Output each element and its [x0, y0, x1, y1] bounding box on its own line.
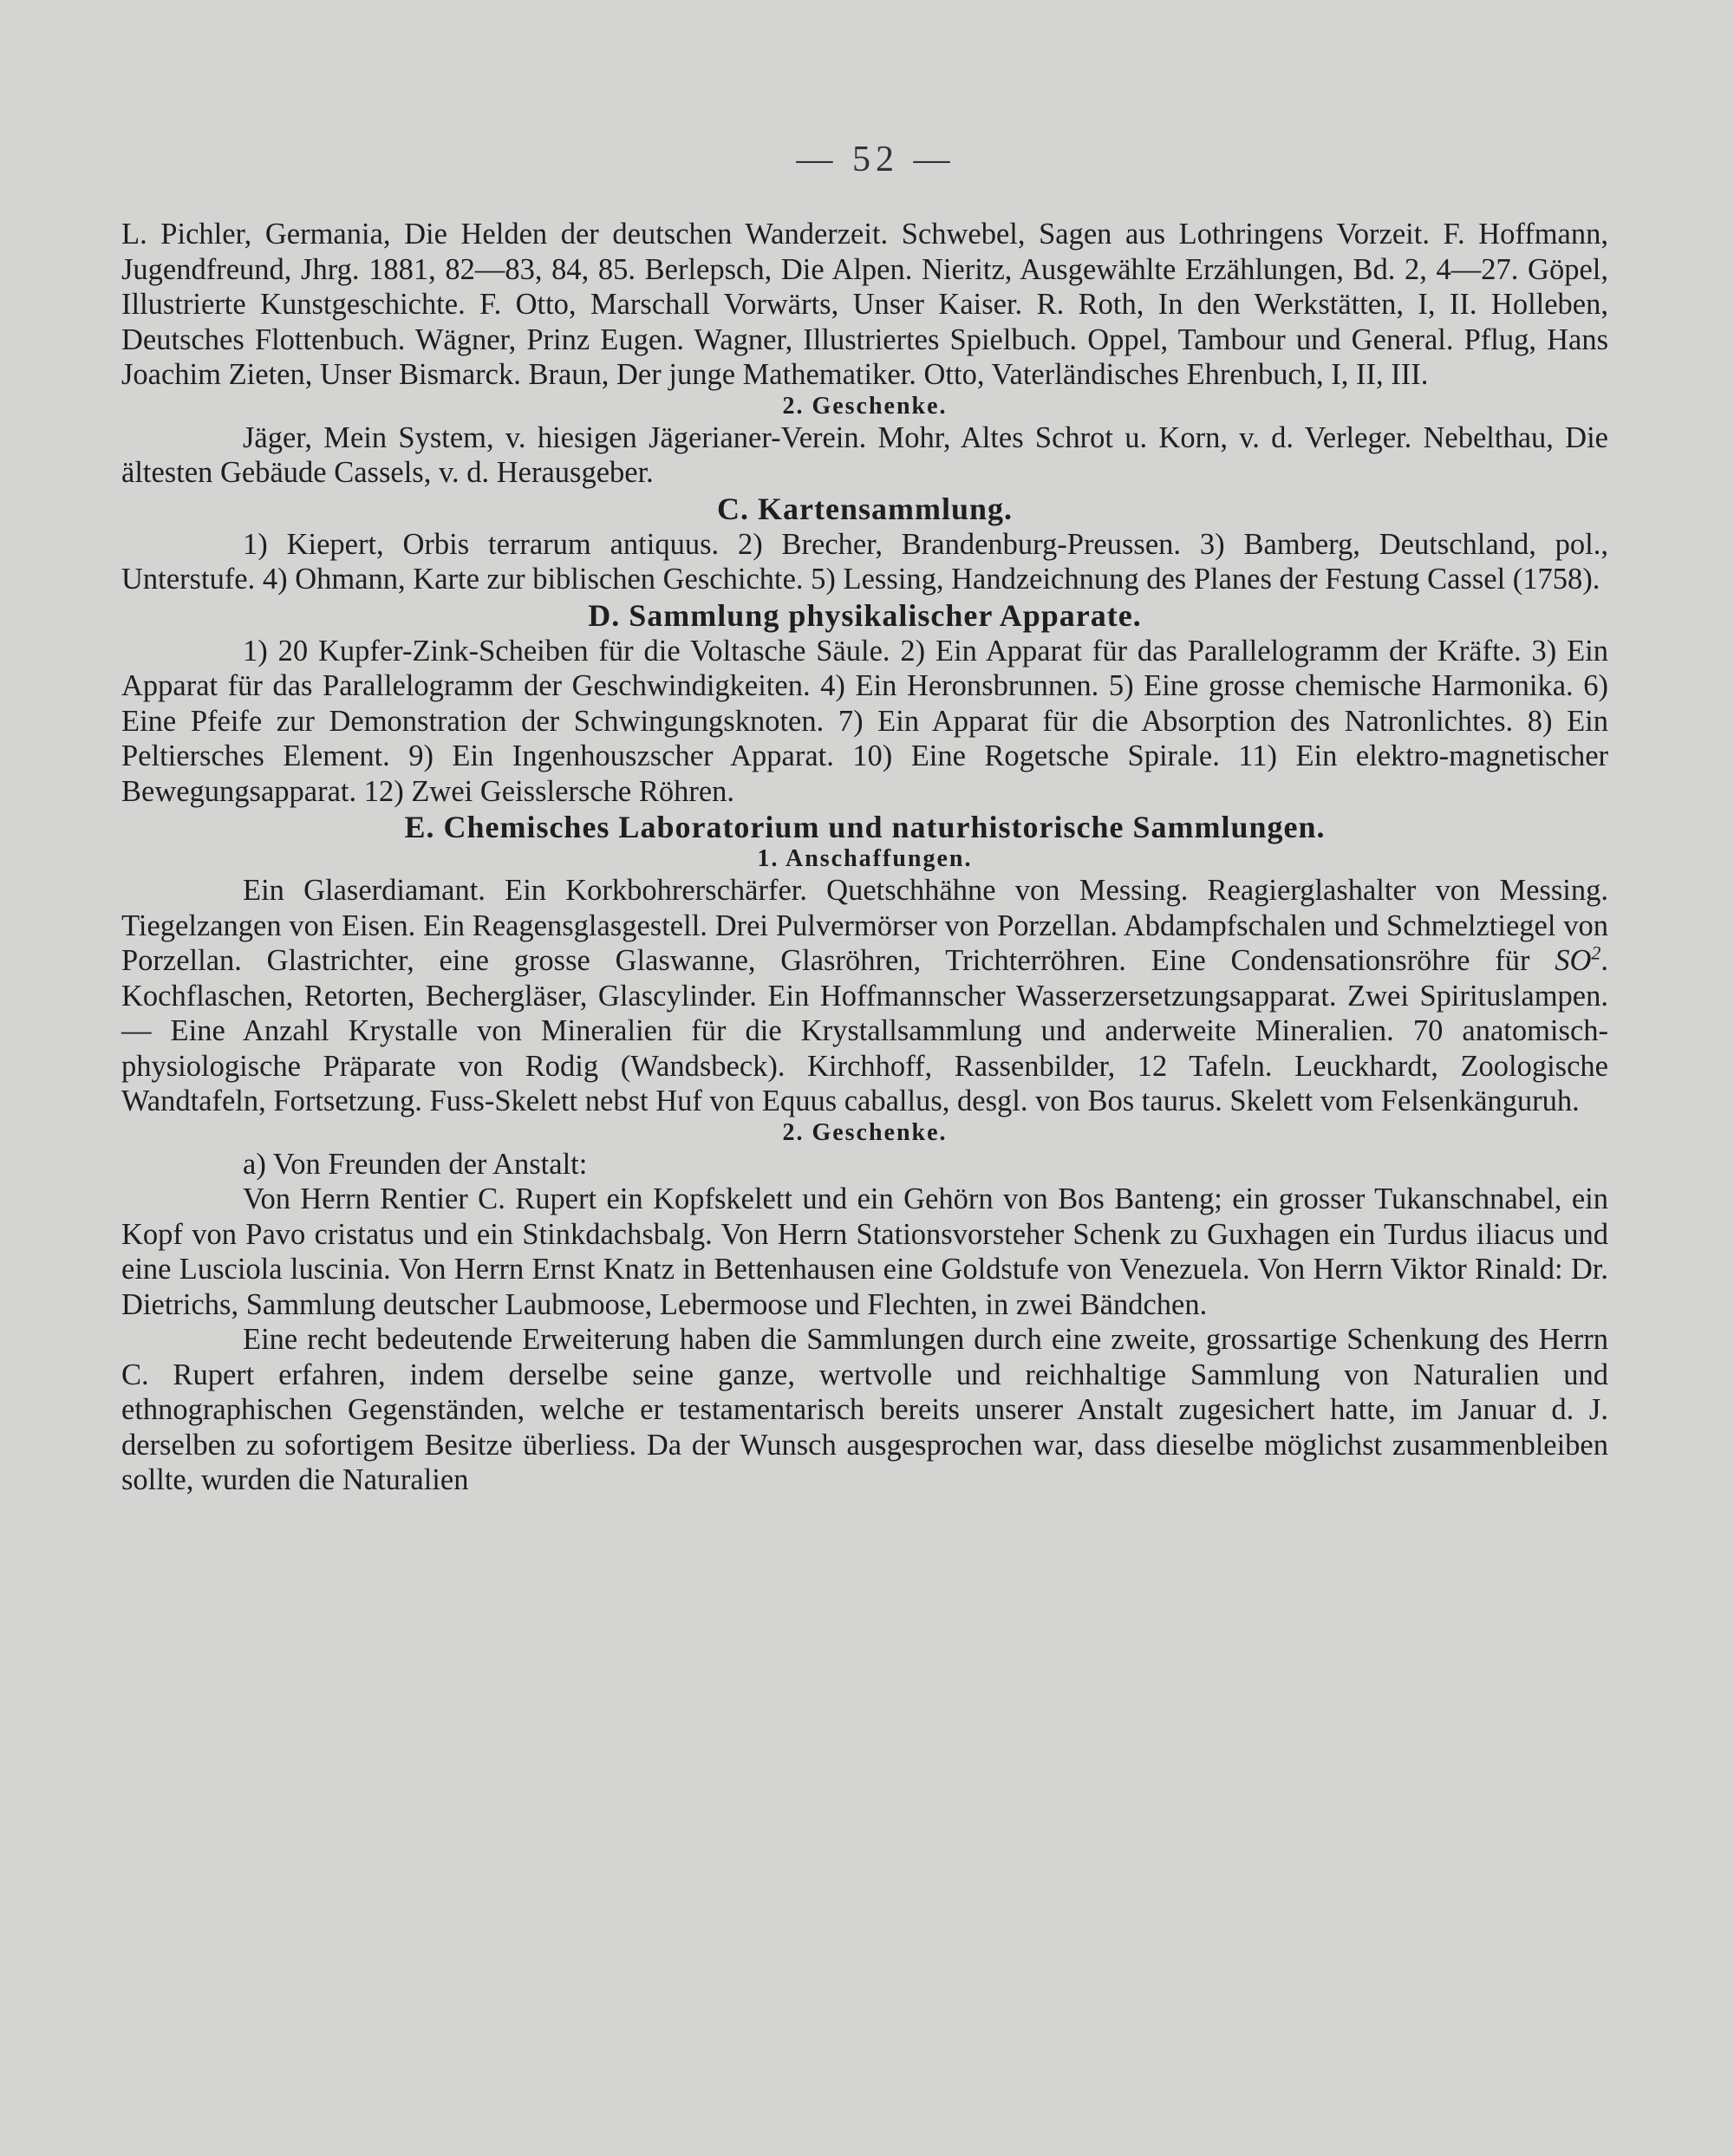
chemical-formula [1555, 941, 1601, 977]
page-body [121, 217, 1608, 1498]
section-e-gifts-heading: 2. Geschenke. [782, 1118, 948, 1146]
section-e-heading: E. Chemisches Laboratorium und naturhistorische Sammlungen. [404, 810, 1326, 844]
gifts-paragraph: Jäger, Mein System, v. hiesigen Jägerianer-Verein. Mohr, Altes Schrot u. Korn, v. d. Verleger. Nebelthau, Die ältesten Gebäude Cassels, v. d. Herausgeber. [121, 420, 1608, 489]
gifts-heading: 2. Geschenke. [782, 392, 948, 420]
physics-apparatus-paragraph: 1) 20 Kupfer-Zink-Scheiben für die Voltasche Säule. 2) Ein Apparat für das Parallelogramm der Kräfte. 3) Ein Apparat für das Parallelogramm der Geschwindigkeiten. 4) Ein Heronsbrunnen. 5) Eine grosse chemische Harmonika. 6) Eine Pfeife zur Demonstration der Schwingungsknoten. 7) Ein Apparat für die Absorption des Natronlichtes. 8) Ein Peltiersches Element. 9) Ein Ingenhouszscher Apparat. 10) Eine Rogetsche Spirale. 11) Ein elektro-magnetischer Bewegungsapparat. 12) Zwei Geisslersche Röhren. [121, 634, 1608, 808]
section-d-heading: D. Sammlung physikalischer Apparate. [588, 597, 1142, 633]
section-c-heading: C. Kartensammlung. [717, 491, 1013, 526]
acquisitions-text-part-1: Ein Glaserdiamant. Ein Korkbohrerschärfer. Quetschhähne von Messing. Reagierglashalter von Messing. Tiegelzangen von Eisen. Ein Reagensglasgestell. Drei Pulvermörser von Porzellan. Abdampfschalen und Schmelztiegel von Porzellan. Glastrichter, eine grosse Glaswanne, Glasröhren, Trichterröhren. Eine Condensationsröhre für [121, 874, 1608, 977]
book-list-paragraph: L. Pichler, Germania, Die Helden der deutschen Wanderzeit. Schwebel, Sagen aus Lothringens Vorzeit. F. Hoffmann, Jugendfreund, Jhrg. 1881, 82—83, 84, 85. Berlepsch, Die Alpen. Nieritz, Ausgewählte Erzählungen, Bd. 2, 4—27. Göpel, Illustrierte Kunstgeschichte. F. Otto, Marschall Vorwärts, Unser Kaiser. R. Roth, In den Werkstätten, I, II. Holleben, Deutsches Flottenbuch. Wägner, Prinz Eugen. Wagner, Illustriertes Spielbuch. Oppel, Tambour und General. Pflug, Hans Joachim Zieten, Unser Bismarck. Braun, Der junge Mathematiker. Otto, Vaterländisches Ehrenbuch, I, II, III. [121, 218, 1608, 391]
acquisitions-heading: 1. Anschaffungen. [757, 845, 973, 872]
rupert-donation-paragraph: Eine recht bedeutende Erweiterung haben die Sammlungen durch eine zweite, grossartige Schenkung des Herrn C. Rupert erfahren, indem derselbe seine ganze, wertvolle und reichhaltige Sammlung von Naturalien und ethnographischen Gegenständen, welche er testamentarisch bereits unserer Anstalt zugesichert hatte, im Januar d. J. derselben zu sofortigem Besitze überliess. Da der Wunsch ausgesprochen war, dass dieselbe möglichst zusammenbleiben sollte, wurden die Naturalien [121, 1323, 1608, 1496]
formula-superscript: 2 [1591, 941, 1601, 964]
acquisitions-paragraph [121, 873, 1608, 1119]
page-number: — 52 — [796, 140, 955, 179]
friends-subheading: a) Von Freunden der Anstalt: [243, 1147, 588, 1181]
donations-paragraph: Von Herrn Rentier C. Rupert ein Kopfskelett und ein Gehörn von Bos Banteng; ein grosser Tukanschnabel, ein Kopf von Pavo cristatus und ein Stinkdachsbalg. Von Herrn Stationsvorsteher Schenk zu Guxhagen ein Turdus iliacus und eine Lusciola luscinia. Von Herrn Ernst Knatz in Bettenhausen eine Goldstufe von Venezuela. Von Herrn Viktor Rinald: Dr. Dietrichs, Sammlung deutscher Laubmoose, Lebermoose und Flechten, in zwei Bändchen. [121, 1182, 1608, 1321]
acquisitions-text-part-2: . Kochflaschen, Retorten, Bechergläser, Glascylinder. Ein Hoffmannscher Wasserzersetzungsapparat. Zwei Spirituslampen. — Eine Anzahl Krystalle von Mineralien für die Krystallsammlung und anderweite Mineralien. 70 anatomisch-physiologische Präparate von Rodig (Wandsbeck). Kirchhoff, Rassenbilder, 12 Tafeln. Leuckhardt, Zoologische Wandtafeln, Fortsetzung. Fuss-Skelett nebst Huf von Equus caballus, desgl. von Bos taurus. Skelett vom Felsenkänguruh. [121, 944, 1608, 1117]
map-collection-paragraph: 1) Kiepert, Orbis terrarum antiquus. 2) Brecher, Brandenburg-Preussen. 3) Bamberg, Deutschland, pol., Unterstufe. 4) Ohmann, Karte zur biblischen Geschichte. 5) Lessing, Handzeichnung des Planes der Festung Cassel (1758). [121, 527, 1608, 596]
formula-base: SO [1555, 944, 1592, 977]
